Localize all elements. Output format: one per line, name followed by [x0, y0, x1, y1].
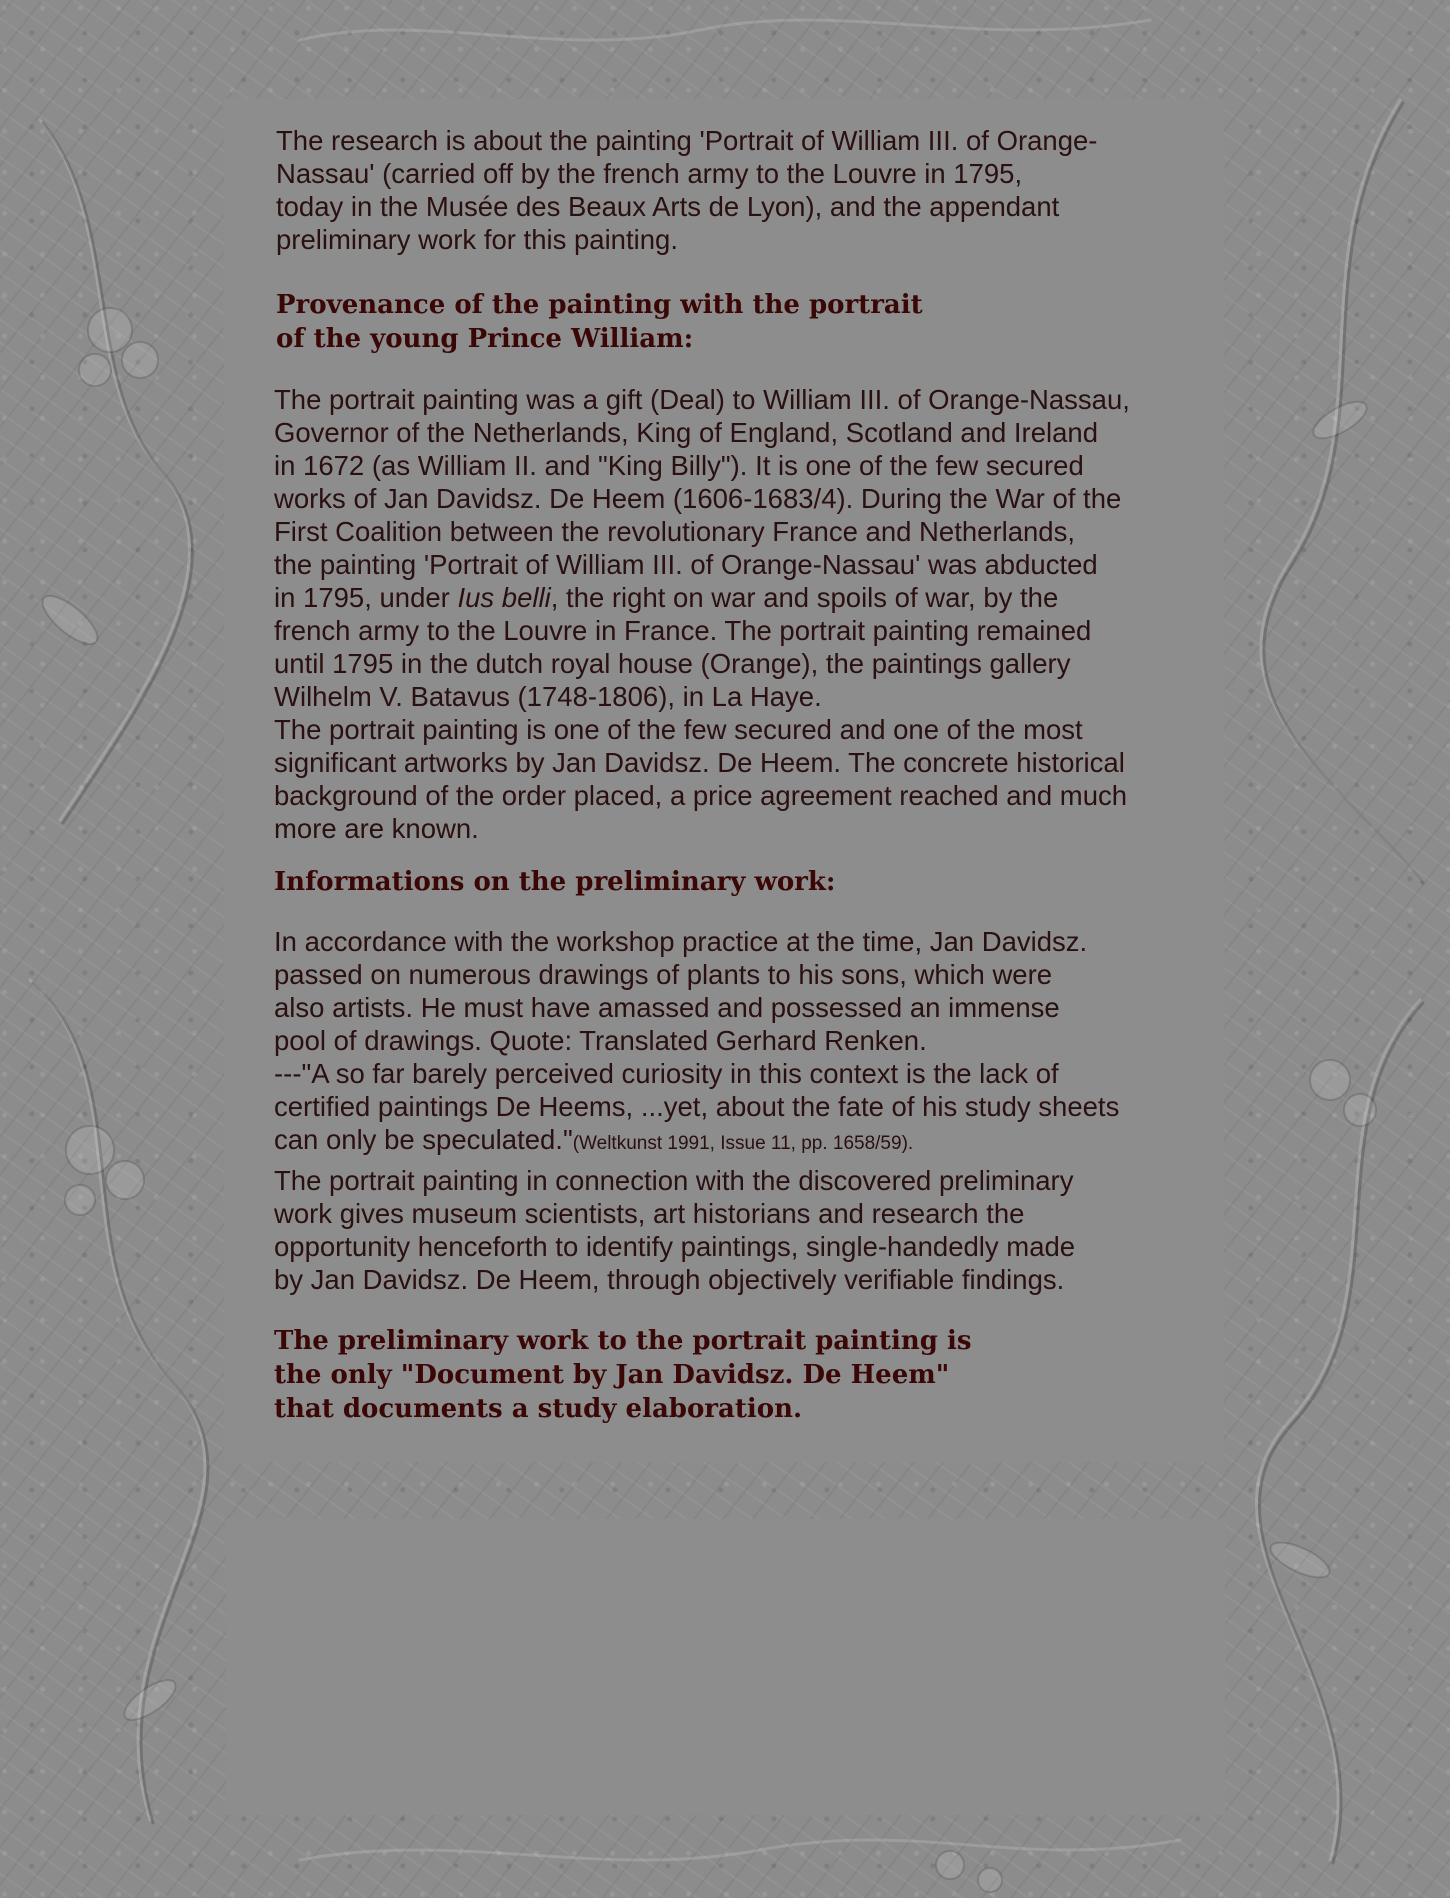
provenance-text-part2: , the right on war and spoils of war, by the french army to the Louvre in France. The portrait painting remained until 1795 in the dutch royal house (Orange), the paintings gallery Wilhelm V. Batavus (1748-1806), in La Haye. The portrait painting is one of the few secured and one of the most significant artworks by Jan Davidsz. De Heem. The concrete historical background of the order placed, a price agreement reached and much more are known. [274, 582, 1128, 844]
empty-panel [226, 1519, 1225, 1815]
provenance-heading: Provenance of the painting with the portrait of the young Prince William: [276, 290, 923, 354]
weltkunst-citation: (Weltkunst 1991, Issue 11, pp. 1658/59). [572, 1133, 914, 1154]
text-panel [224, 99, 1224, 1462]
ius-belli-term: Ius belli [457, 582, 551, 613]
preliminary-paragraph-2: The portrait painting in connection with the discovered preliminary work gives museum scientists, art historians and research the opportunity henceforth to identify paintings, single-handedly made by Jan Davidsz. De Heem, through objectively verifiable findings. [274, 1165, 1076, 1295]
preliminary-text-part1: In accordance with the workshop practice at the time, Jan Davidsz. passed on numerous drawings of plants to his sons, which were also artists. He must have amassed and possessed an immense pool of drawings. Quote: Translated Gerhard Renken. ---"A so far barely perceived curiosity in this context is the lack of certified paintings De Heems, ...yet, about the fate of his study sheets can only be speculated." [274, 926, 1120, 1155]
article-content [274, 124, 1194, 1426]
provenance-paragraph [274, 383, 1194, 845]
conclusion-statement: The preliminary work to the portrait painting is the only "Document by Jan Davidsz. De Heem" that documents a study elaboration. [274, 1326, 972, 1424]
preliminary-heading: Informations on the preliminary work: [274, 867, 836, 897]
intro-paragraph: The research is about the painting 'Portrait of William III. of Orange- Nassau' (carried off by the french army to the Louvre in 1795, today in the Musée des Beaux Arts de Lyon), and the appendant preliminary work for this painting. [276, 125, 1098, 255]
provenance-text-part1: The portrait painting was a gift (Deal) to William III. of Orange-Nassau, Governor of the Netherlands, King of England, Scotland and Ireland in 1672 (as William II. and "King Billy"). It is one of the few secured works of Jan Davidsz. De Heem (1606-1683/4). During the War of the First Coalition between the revolutionary France and Netherlands, the painting 'Portrait of William III. of Orange-Nassau' was abducted in 1795, under [274, 384, 1130, 613]
preliminary-paragraph [274, 925, 1194, 1160]
